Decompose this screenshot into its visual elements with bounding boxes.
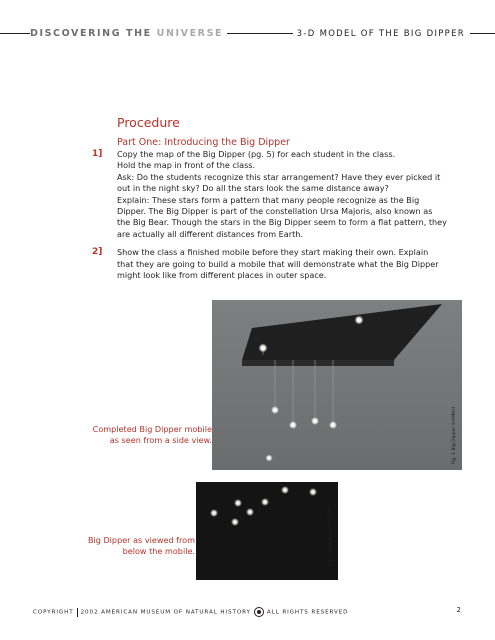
step-number: 1] <box>92 149 103 159</box>
figure-2-credit: Fig. 2 Big Dipper ©AMNH <box>328 509 333 566</box>
procedure-heading: Procedure <box>117 115 180 130</box>
series-title-part2: UNIVERSE <box>156 28 224 39</box>
star-bead <box>266 455 273 462</box>
star-bead <box>234 499 242 507</box>
mobile-below-view-illustration <box>196 482 338 580</box>
step-text: Hold the map in front of the class. <box>117 160 256 171</box>
figure-1-credit: Fig. 1 Big Dipper ©AMNH <box>452 407 457 464</box>
star-bead <box>329 421 337 429</box>
mobile-below-view-photo <box>196 482 338 580</box>
rights-reserved: ALL RIGHTS RESERVED <box>266 609 349 616</box>
figure-2-caption <box>75 535 195 558</box>
star-bead <box>261 498 269 506</box>
star-bead <box>289 421 297 429</box>
star-bead <box>210 509 218 517</box>
copyright-year: 2002 <box>80 609 99 616</box>
footer-divider <box>77 608 78 617</box>
organization-name: AMERICAN MUSEUM OF NATURAL HISTORY <box>101 609 251 616</box>
step-text: Copy the map of the Big Dipper (pg. 5) for each student in the class. <box>117 149 396 159</box>
figure-1-caption <box>82 424 212 447</box>
figure-2-caption-text: Big Dipper as viewed from below the mobile. <box>87 535 195 557</box>
page-footer <box>33 607 348 618</box>
mobile-side-view-photo <box>212 300 462 470</box>
star-bead <box>281 486 289 494</box>
mobile-board <box>242 304 442 360</box>
page-header <box>0 27 495 41</box>
procedure-step-1 <box>92 149 447 240</box>
figure-1-caption-text: Completed Big Dipper mobile as seen from a side view. <box>92 424 212 446</box>
step-text: Explain: These stars form a pattern that many people recognize as the Big Dipper. The Big Dipper is part of the constellation Ursa Majoris, also known as the Big Bear. Though the stars in the Big Dipper seem to form a flat pattern, they are actually all different distances from Earth. <box>117 194 447 239</box>
star-bead <box>355 316 364 325</box>
step-text: Show the class a finished mobile before they start making their own. Explain that they are going to build a mobile that will demonstrate what the Big Dipper might look like from different places in outer space. <box>117 247 439 281</box>
copyright-label: COPYRIGHT <box>33 609 74 616</box>
step-number: 2] <box>92 247 103 258</box>
star-bead <box>309 488 317 496</box>
series-title <box>30 27 227 41</box>
star-bead <box>271 406 279 414</box>
star-bead <box>231 518 239 526</box>
series-title-part1: DISCOVERING THE <box>30 28 157 39</box>
procedure-section <box>92 115 447 281</box>
star-bead <box>246 508 254 516</box>
amnh-logo-icon <box>254 607 264 617</box>
page-number: 2 <box>456 606 461 614</box>
mobile-side-view-illustration <box>212 300 462 470</box>
mobile-board-edge <box>242 360 394 366</box>
star-bead <box>259 344 268 353</box>
header-rule-right <box>470 33 495 34</box>
procedure-step-2 <box>92 247 447 281</box>
star-bead <box>311 417 319 425</box>
document-title: 3-D MODEL OF THE BIG DIPPER <box>293 27 465 41</box>
part-one-heading: Part One: Introducing the Big Dipper <box>117 137 290 148</box>
step-text: Ask: Do the students recognize this star arrangement? Have they ever picked it out in the night sky? Do all the stars look the same distance away? <box>117 171 441 194</box>
